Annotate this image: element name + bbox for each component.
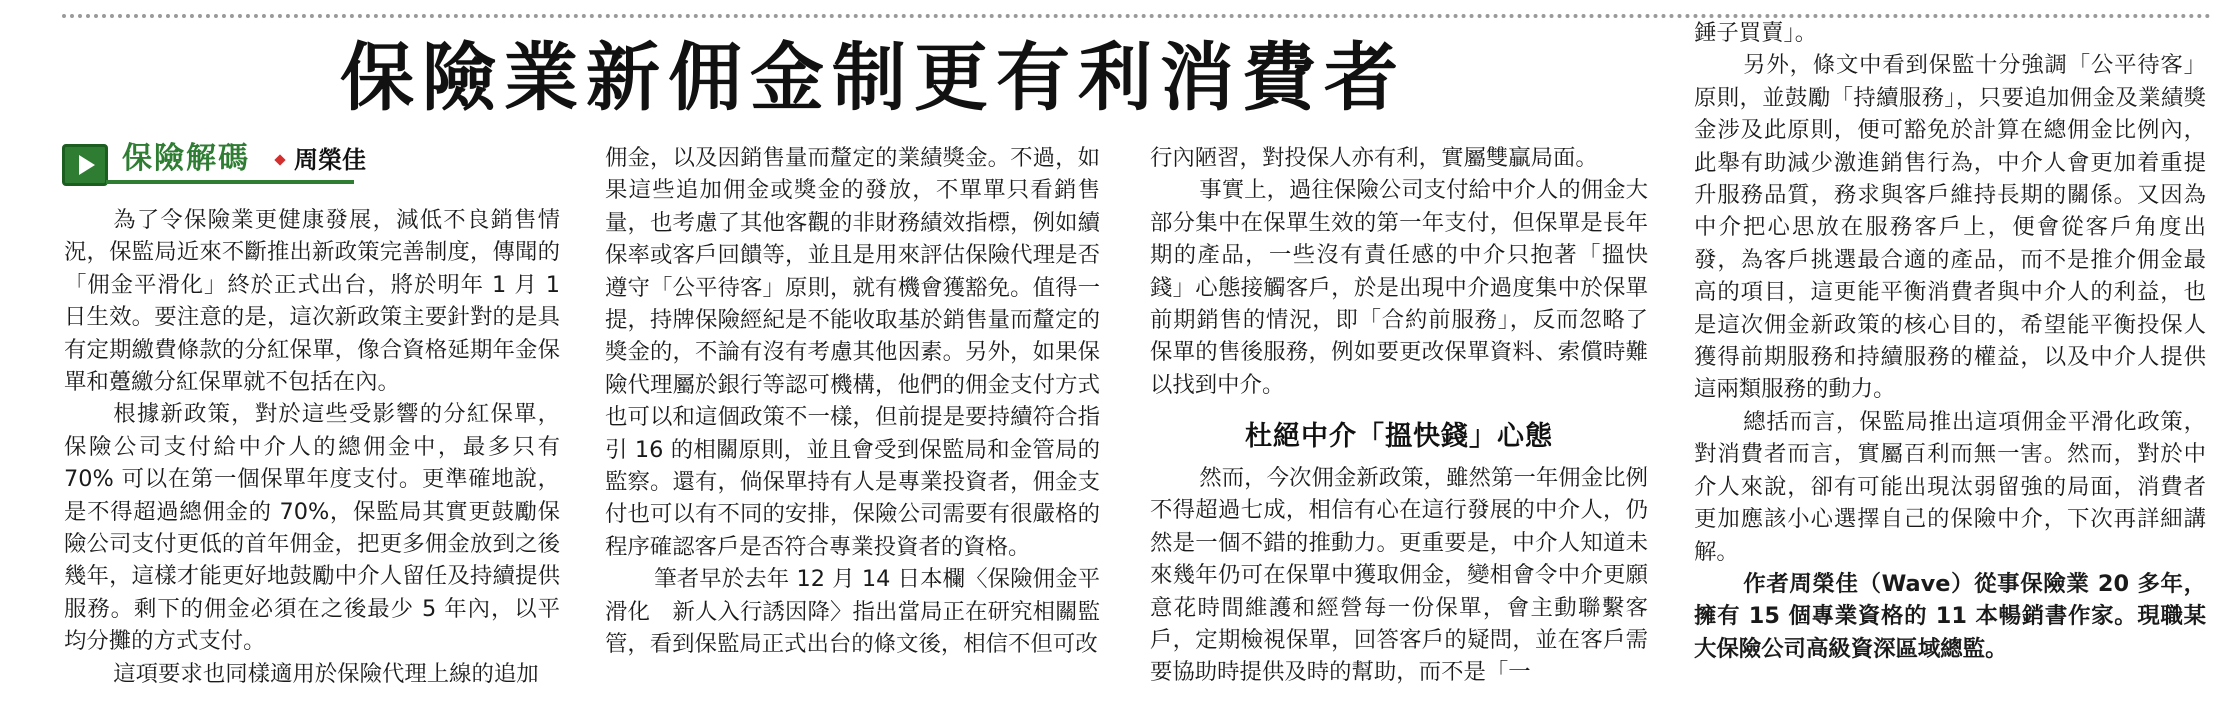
play-icon (62, 144, 108, 186)
paragraph: 錘子買賣」。 (1694, 20, 1818, 46)
paragraph: 另外，條文中看到保監十分強調「公平待客」原則，並鼓勵「持續服務」，只要追加佣金及業績獎金涉及此原則，便可豁免於計算在總佣金比例內，此舉有助減少激進銷售行為，中介人會更加着重提升服務品質，務求與客戶維持長期的關係。又因為中介把心思放在服務客戶上，便會從客戶角度出發，為客戶挑選最合適的產品，而不是推介佣金最高的項目，這更能平衡消費者與中介人的利益，也是這次佣金新政策的核心目的，希望能平衡投保人獲得前期服務和持續服務的權益，以及中介人提供這兩類服務的動力。 (1694, 52, 2206, 403)
diamond-bullet-icon (274, 154, 285, 165)
column-name: 保險解碼 (122, 141, 250, 176)
paragraph: 這項要求也同樣適用於保險代理上線的追加 (113, 660, 539, 687)
column-banner (62, 138, 562, 188)
section-subheading: 杜絕中介「搵快錢」心態 (1245, 421, 1553, 452)
banner-underline (106, 180, 354, 184)
article-column-3 (1150, 142, 1648, 401)
paragraph: 為了令保險業更健康發展，減低不良銷售情況，保監局近來不斷推出新政策完善制度，傳聞的「佣金平滑化」終於正式出台，將於明年 1 月 1 日生效。要注意的是，這次新政策主要針對的是具有定期繳費條款的分紅保單，像合資格延期年金保單和躉繳分紅保單就不包括在內。 (64, 207, 560, 396)
article-column-1 (64, 204, 560, 690)
paragraph: 佣金，以及因銷售量而釐定的業績獎金。不過，如果這些追加佣金或獎金的發放，不單單只看銷售量，也考慮了其他客觀的非財務績效指標，例如續保率或客戶回饋等，並且是用來評估保險代理是否遵守「公平待客」原則，就有機會獲豁免。值得一提，持牌保險經紀是不能收取基於銷售量而釐定的獎金的，不論有沒有考慮其他因素。另外，如果保險代理屬於銀行等認可機構，他們的佣金支付方式也可以和這個政策不一樣，但前提是要持續符合指引 16 的相關原則，並且會受到保監局和金管局的監察。還有，倘保單持有人是專業投資者，佣金支付也可以有不同的安排，保險公司需要有很嚴格的程序確認客戶是否符合專業投資者的資格。 (605, 145, 1100, 560)
column-author: 周榮佳 (294, 146, 366, 174)
paragraph: 行內陋習，對投保人亦有利，實屬雙贏局面。 (1150, 145, 1598, 171)
article-column-2 (605, 142, 1100, 661)
article-column-4 (1694, 17, 2206, 665)
article-headline: 保險業新佣金制更有利消費者 (340, 35, 1406, 121)
paragraph: 總括而言，保監局推出這項佣金平滑化政策，對消費者而言，實屬百利而無一害。然而，對於中介人來說，卻有可能出現汰弱留強的局面，消費者更加應該小心選擇自己的保險中介，下次再詳細講解。 (1694, 408, 2206, 565)
author-bio: 作者周榮佳（Wave）從事保險業 20 多年，擁有 15 個專業資格的 11 本暢銷書作家。現職某大保險公司高級資深區域總監。 (1694, 570, 2206, 662)
paragraph: 事實上，過往保險公司支付給中介人的佣金大部分集中在保單生效的第一年支付，但保單是長年期的產品，一些沒有責任感的中介只抱著「搵快錢」心態接觸客戶，於是出現中介過度集中於保單前期銷售的情況，即「合約前服務」，反而忽略了保單的售後服務，例如要更改保單資料、索償時難以找到中介。 (1150, 177, 1648, 398)
paragraph: 然而，今次佣金新政策，雖然第一年佣金比例不得超過七成，相信有心在這行發展的中介人，仍然是一個不錯的推動力。更重要是，中介人知道未來幾年仍可在保單中獲取佣金，變相會令中介更願意花時間維護和經營每一份保單，會主動聯繫客戶，定期檢視保單，回答客戶的疑問，並在客戶需要協助時提供及時的幫助，而不是「一 (1150, 465, 1648, 686)
article-column-3-continued (1150, 462, 1648, 689)
paragraph: 根據新政策，對於這些受影響的分紅保單，保險公司支付給中介人的總佣金中，最多只有 70% 可以在第一個保單年度支付。更準確地說，是不得超過總佣金的 70%，保監局其實更鼓勵保險公司支付更低的首年佣金，把更多佣金放到之後幾年，這樣才能更好地鼓勵中介人留任及持續提供服務。剩下的佣金必須在之後最少 5 年內，以平均分攤的方式支付。 (64, 401, 560, 655)
paragraph: 筆者早於去年 12 月 14 日本欄〈保險佣金平滑化 新人入行誘因降〉指出當局正在研究相關監管，看到保監局正式出台的條文後，相信不但可改 (605, 566, 1100, 658)
